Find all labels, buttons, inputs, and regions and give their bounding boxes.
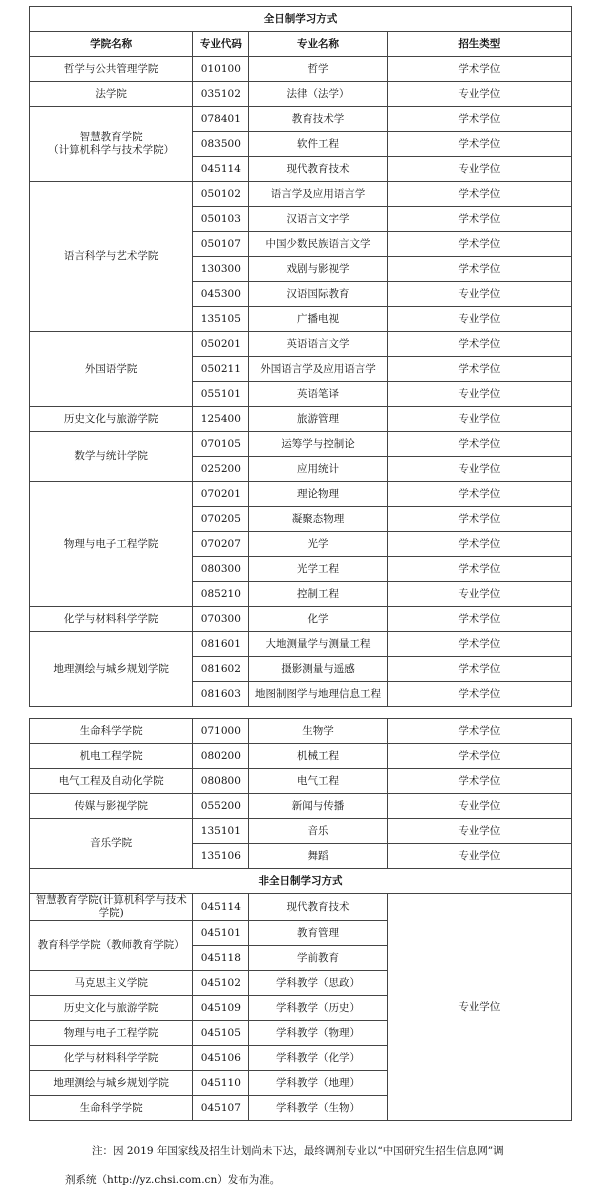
title-row [30,7,572,32]
major-code-cell: 045300 [193,282,249,307]
table-row [30,182,572,207]
major-name-cell: 运筹学与控制论 [249,432,387,457]
part-time-title: 非全日制学习方式 [30,869,572,894]
enrollment-type-cell: 学术学位 [387,719,571,744]
major-code-cell: 035102 [193,82,249,107]
major-name-cell: 软件工程 [249,132,387,157]
major-code-cell: 050102 [193,182,249,207]
enrollment-type-cell: 专业学位 [387,457,571,482]
table-row [30,332,572,357]
college-name-cell: 语言科学与艺术学院 [30,182,193,332]
major-name-cell: 理论物理 [249,482,387,507]
major-name-cell: 英语笔译 [249,382,387,407]
major-name-cell: 摄影测量与遥感 [249,657,387,682]
enrollment-type-cell: 专业学位 [387,407,571,432]
continued-table [29,718,572,1121]
enrollment-type-cell: 学术学位 [387,132,571,157]
table-row [30,107,572,132]
major-code-cell: 070105 [193,432,249,457]
major-name-cell: 广播电视 [249,307,387,332]
table-row [30,744,572,769]
enrollment-type-cell: 专业学位 [387,794,571,819]
college-name-cell: 哲学与公共管理学院 [30,57,193,82]
column-header: 招生类型 [387,32,571,57]
major-code-cell: 081603 [193,682,249,707]
major-code-cell: 083500 [193,132,249,157]
table-row [30,82,572,107]
major-code-cell: 045106 [193,1046,249,1071]
major-name-cell: 现代教育技术 [249,894,387,921]
major-code-cell: 130300 [193,257,249,282]
table-row [30,794,572,819]
major-code-cell: 071000 [193,719,249,744]
table-row [30,894,572,921]
major-code-cell: 080200 [193,744,249,769]
major-name-cell: 音乐 [249,819,387,844]
enrollment-type-cell: 学术学位 [387,482,571,507]
major-code-cell: 010100 [193,57,249,82]
major-name-cell: 汉语言文字学 [249,207,387,232]
major-name-cell: 学前教育 [249,946,387,971]
major-name-cell: 新闻与传播 [249,794,387,819]
major-code-cell: 081602 [193,657,249,682]
major-code-cell: 045107 [193,1096,249,1121]
table-row [30,57,572,82]
major-name-cell: 机械工程 [249,744,387,769]
major-name-cell: 光学工程 [249,557,387,582]
college-name-cell: 物理与电子工程学院 [30,482,193,607]
major-name-cell: 戏剧与影视学 [249,257,387,282]
footnote-line-2: 剂系统（http://yz.chsi.com.cn）发布为准。 [65,1174,281,1186]
college-name-cell: 马克思主义学院 [30,971,193,996]
enrollment-type-cell: 学术学位 [387,257,571,282]
column-header: 学院名称 [30,32,193,57]
enrollment-type-cell: 学术学位 [387,107,571,132]
major-code-cell: 050107 [193,232,249,257]
major-code-cell: 045109 [193,996,249,1021]
college-name-cell: 外国语学院 [30,332,193,407]
enrollment-type-cell: 专业学位 [387,582,571,607]
major-name-cell: 生物学 [249,719,387,744]
table-row [30,432,572,457]
college-name-cell: 智慧教育学院 （计算机科学与技术学院） [30,107,193,182]
major-name-cell: 大地测量学与测量工程 [249,632,387,657]
enrollment-type-cell: 专业学位 [387,894,571,1121]
enrollment-type-cell: 专业学位 [387,307,571,332]
enrollment-type-cell: 学术学位 [387,57,571,82]
major-code-cell: 125400 [193,407,249,432]
major-code-cell: 070300 [193,607,249,632]
college-name-cell: 教育科学学院（教师教育学院） [30,921,193,971]
major-code-cell: 045110 [193,1071,249,1096]
major-code-cell: 135106 [193,844,249,869]
major-code-cell: 135105 [193,307,249,332]
major-code-cell: 080800 [193,769,249,794]
college-name-cell: 历史文化与旅游学院 [30,996,193,1021]
major-name-cell: 教育管理 [249,921,387,946]
enrollment-type-cell: 学术学位 [387,744,571,769]
major-name-cell: 控制工程 [249,582,387,607]
major-name-cell: 学科教学（化学） [249,1046,387,1071]
major-name-cell: 学科教学（生物） [249,1096,387,1121]
enrollment-type-cell: 学术学位 [387,232,571,257]
college-name-cell: 化学与材料科学学院 [30,1046,193,1071]
college-name-cell: 化学与材料科学学院 [30,607,193,632]
major-name-cell: 现代教育技术 [249,157,387,182]
table-row [30,407,572,432]
college-name-cell: 数学与统计学院 [30,432,193,482]
major-name-cell: 学科教学（物理） [249,1021,387,1046]
header-row [30,32,572,57]
major-name-cell: 舞蹈 [249,844,387,869]
major-code-cell: 045101 [193,921,249,946]
enrollment-type-cell: 学术学位 [387,557,571,582]
major-code-cell: 070201 [193,482,249,507]
major-code-cell: 045114 [193,157,249,182]
college-name-cell: 机电工程学院 [30,744,193,769]
college-name-cell: 电气工程及自动化学院 [30,769,193,794]
major-code-cell: 055101 [193,382,249,407]
enrollment-type-cell: 专业学位 [387,282,571,307]
college-name-cell: 智慧教育学院(计算机科学与技术 学院) [30,894,193,921]
major-code-cell: 045102 [193,971,249,996]
college-name-cell: 法学院 [30,82,193,107]
enrollment-type-cell: 学术学位 [387,769,571,794]
major-code-cell: 025200 [193,457,249,482]
enrollment-type-cell: 学术学位 [387,207,571,232]
college-name-cell: 地理测绘与城乡规划学院 [30,1071,193,1096]
enrollment-type-cell: 学术学位 [387,182,571,207]
major-code-cell: 135101 [193,819,249,844]
major-name-cell: 英语语言文学 [249,332,387,357]
major-name-cell: 法律（法学） [249,82,387,107]
footnote-line-1: 注：因 2019 年国家线及招生计划尚未下达，最终调剂专业以“中国研究生招生信息网”调 [92,1145,504,1157]
enrollment-type-cell: 专业学位 [387,844,571,869]
major-name-cell: 化学 [249,607,387,632]
college-name-cell: 生命科学学院 [30,719,193,744]
college-name-cell: 生命科学学院 [30,1096,193,1121]
enrollment-type-cell: 学术学位 [387,357,571,382]
major-name-cell: 外国语言学及应用语言学 [249,357,387,382]
table-row [30,482,572,507]
college-name-cell: 物理与电子工程学院 [30,1021,193,1046]
major-name-cell: 学科教学（地理） [249,1071,387,1096]
major-code-cell: 050103 [193,207,249,232]
enrollment-type-cell: 专业学位 [387,82,571,107]
table-row [30,607,572,632]
enrollment-type-cell: 学术学位 [387,607,571,632]
major-name-cell: 哲学 [249,57,387,82]
major-code-cell: 070207 [193,532,249,557]
major-code-cell: 085210 [193,582,249,607]
major-name-cell: 汉语国际教育 [249,282,387,307]
table-row [30,632,572,657]
table-row [30,819,572,844]
major-code-cell: 050211 [193,357,249,382]
major-name-cell: 学科教学（历史） [249,996,387,1021]
college-name-cell: 历史文化与旅游学院 [30,407,193,432]
enrollment-type-cell: 学术学位 [387,682,571,707]
major-name-cell: 应用统计 [249,457,387,482]
enrollment-type-cell: 专业学位 [387,819,571,844]
major-name-cell: 教育技术学 [249,107,387,132]
major-code-cell: 070205 [193,507,249,532]
enrollment-type-cell: 学术学位 [387,657,571,682]
part-time-title-row [30,869,572,894]
column-header: 专业名称 [249,32,387,57]
major-name-cell: 凝聚态物理 [249,507,387,532]
major-code-cell: 080300 [193,557,249,582]
full-time-table [29,6,572,707]
college-name-cell: 传媒与影视学院 [30,794,193,819]
enrollment-type-cell: 专业学位 [387,382,571,407]
major-code-cell: 078401 [193,107,249,132]
major-name-cell: 中国少数民族语言文学 [249,232,387,257]
column-header: 专业代码 [193,32,249,57]
table-row [30,769,572,794]
table-row [30,719,572,744]
major-code-cell: 045105 [193,1021,249,1046]
enrollment-type-cell: 专业学位 [387,157,571,182]
major-code-cell: 050201 [193,332,249,357]
major-code-cell: 045118 [193,946,249,971]
major-name-cell: 语言学及应用语言学 [249,182,387,207]
major-name-cell: 光学 [249,532,387,557]
table-title: 全日制学习方式 [30,7,572,32]
major-name-cell: 电气工程 [249,769,387,794]
major-code-cell: 055200 [193,794,249,819]
enrollment-type-cell: 学术学位 [387,532,571,557]
major-name-cell: 旅游管理 [249,407,387,432]
major-name-cell: 学科教学（思政） [249,971,387,996]
major-code-cell: 045114 [193,894,249,921]
major-name-cell: 地图制图学与地理信息工程 [249,682,387,707]
enrollment-type-cell: 学术学位 [387,507,571,532]
college-name-cell: 音乐学院 [30,819,193,869]
major-code-cell: 081601 [193,632,249,657]
enrollment-type-cell: 学术学位 [387,332,571,357]
college-name-cell: 地理测绘与城乡规划学院 [30,632,193,707]
enrollment-type-cell: 学术学位 [387,632,571,657]
enrollment-type-cell: 学术学位 [387,432,571,457]
